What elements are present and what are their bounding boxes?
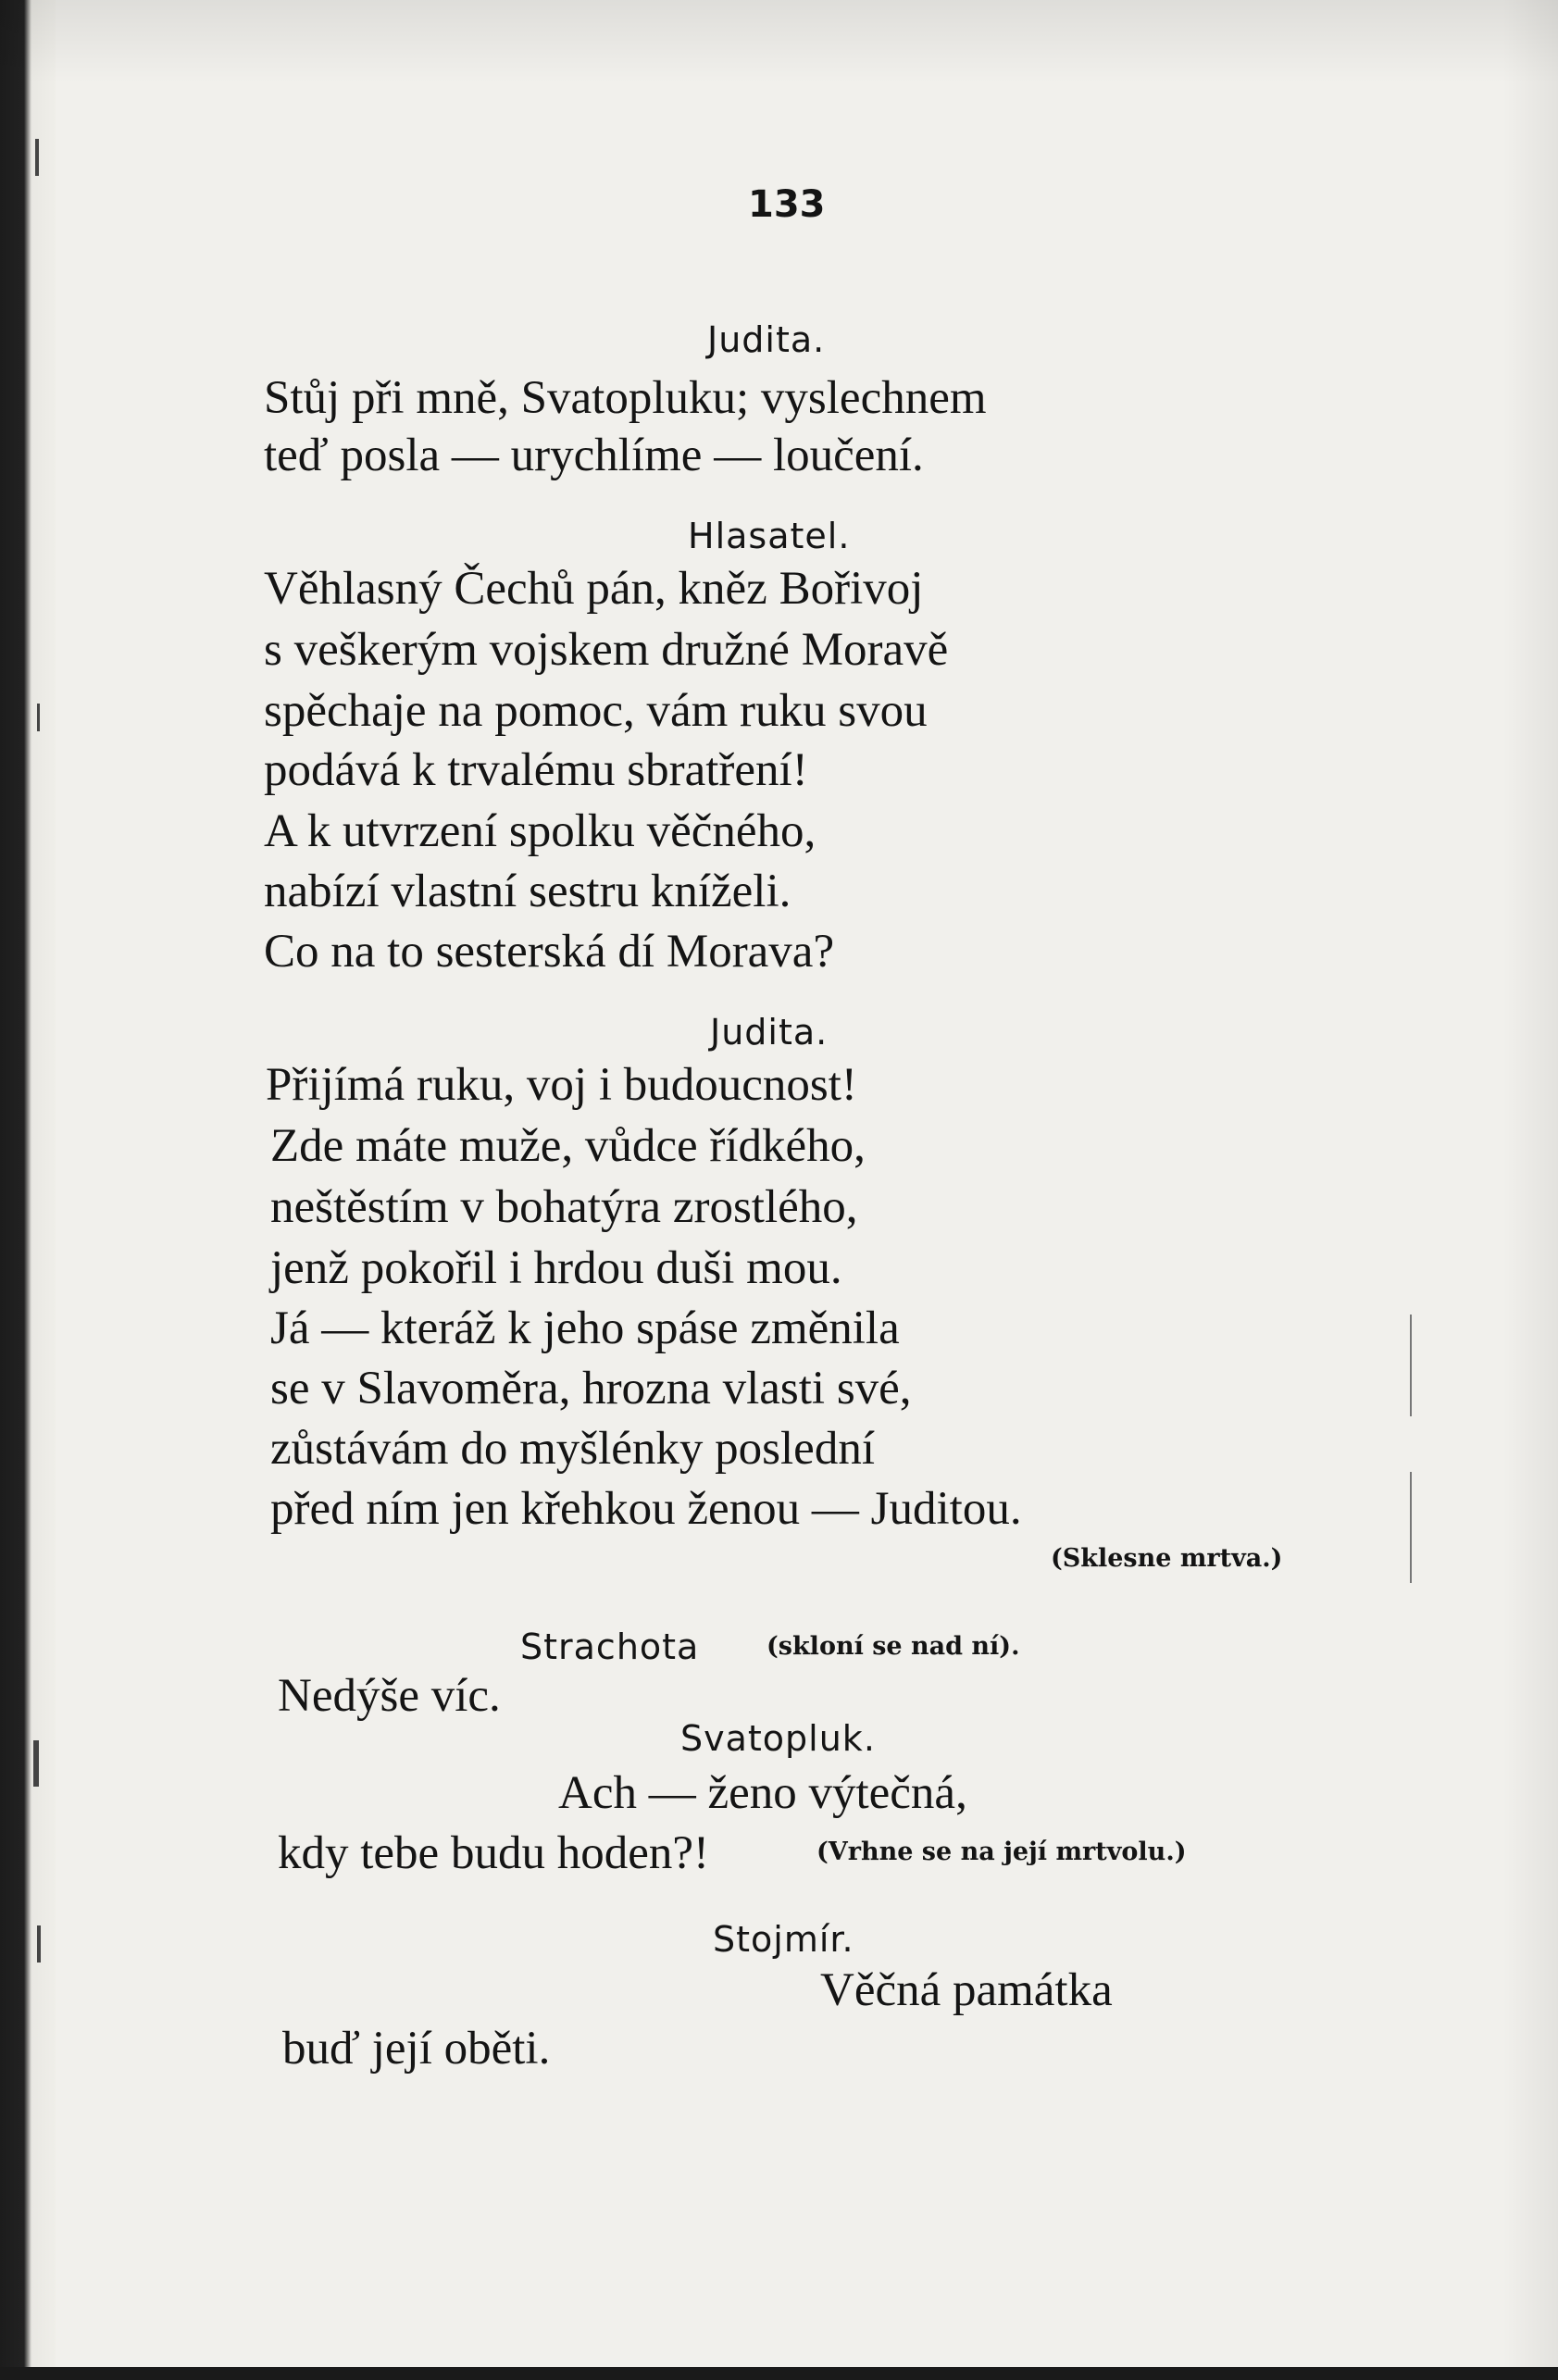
verse-line: kdy tebe budu hoden?! (278, 1827, 709, 1879)
verse-line: spěchaje na pomoc, vám ruku svou (264, 685, 928, 737)
speaker-name: Svatopluk. (680, 1718, 876, 1759)
speaker-name: Strachota (520, 1626, 700, 1667)
page-number: 133 (748, 183, 826, 226)
verse-line: jenž pokořil i hrdou duši mou. (270, 1242, 842, 1294)
verse-line: Nedýše víc. (278, 1670, 501, 1722)
verse-line: teď posla — urychlíme — loučení. (264, 430, 924, 481)
verse-line: zůstávám do myšlénky poslední (270, 1423, 875, 1475)
margin-mark (1410, 1315, 1412, 1416)
speaker-name: Judita. (710, 1012, 829, 1053)
verse-line: Věhlasný Čechů pán, kněz Bořivoj (264, 563, 924, 615)
binding-mark (37, 704, 40, 731)
binding-mark (33, 1740, 39, 1787)
speaker-name: Hlasatel. (688, 516, 851, 556)
verse-line: A k utvrzení spolku věčného, (264, 805, 816, 857)
page-bottom-edge (0, 2367, 1558, 2380)
verse-line: buď její oběti. (282, 2023, 551, 2075)
verse-line: Věčná památka (820, 1964, 1113, 2016)
verse-line: Ach — ženo výtečná, (558, 1767, 967, 1819)
speaker-name: Stojmír. (713, 1919, 854, 1960)
page-top-shading (0, 0, 1558, 83)
verse-line: Co na to sesterská dí Morava? (264, 926, 835, 978)
verse-line: Stůj při mně, Svatopluku; vyslechnem (264, 372, 987, 424)
binding-mark (37, 1925, 41, 1963)
verse-line: nabízí vlastní sestru kníželi. (264, 866, 791, 917)
verse-line: Já — kteráž k jeho spáse změnila (270, 1302, 900, 1354)
speaker-direction: (skloní se nad ní). (767, 1632, 1020, 1661)
verse-line: Přijímá ruku, voj i budoucnost! (266, 1059, 857, 1111)
verse-line: před ním jen křehkou ženou — Juditou. (270, 1483, 1022, 1535)
stage-direction: (Sklesne mrtva.) (1051, 1544, 1283, 1573)
page-shading (1502, 0, 1558, 2380)
binding-mark (35, 139, 39, 176)
verse-line: neštěstím v bohatýra zrostlého, (270, 1181, 858, 1233)
verse-line: s veškerým vojskem družné Moravě (264, 624, 949, 676)
margin-mark (1410, 1472, 1412, 1583)
binding-edge (0, 0, 56, 2380)
verse-line: podává k trvalému sbratření! (264, 744, 808, 796)
stage-direction: (Vrhne se na její mrtvolu.) (816, 1838, 1187, 1866)
verse-line: Zde máte muže, vůdce řídkého, (270, 1120, 866, 1172)
speaker-name: Judita. (707, 319, 826, 360)
verse-line: se v Slavoměra, hrozna vlasti své, (270, 1363, 912, 1414)
